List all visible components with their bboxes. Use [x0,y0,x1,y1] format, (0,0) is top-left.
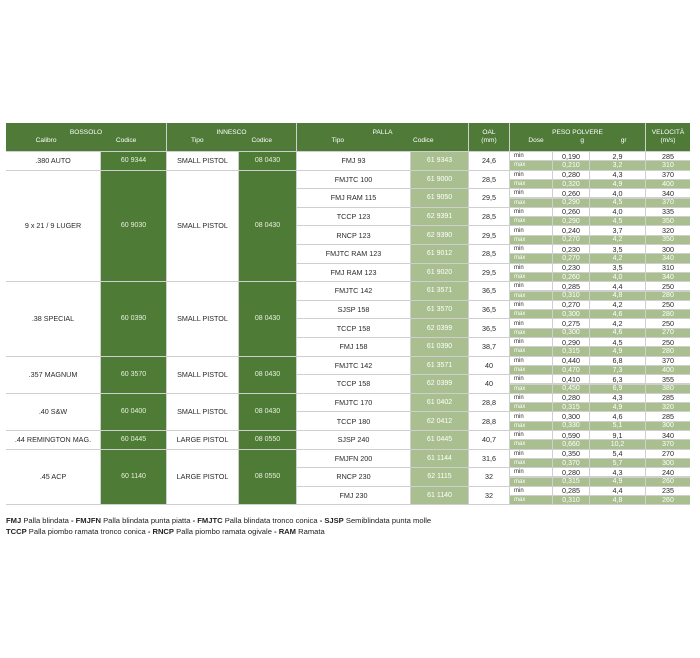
oal-cell: 40 [469,375,509,393]
header-peso-polvere-sub: g [580,137,585,144]
oal-cell: 28,5 [469,208,509,226]
bullet-code-cell: 61 9012 [411,245,468,263]
grams-min-cell: 0,230 [553,245,589,253]
grams-min-cell: 0,350 [553,450,589,458]
legend-desc: Semiblindata punta molle [345,516,432,525]
calibro-cell: .380 AUTO [6,152,100,170]
dose-max-cell: max [510,161,552,169]
grams-min-cell: 0,240 [553,226,589,234]
grains-max-cell: 7,3 [590,366,645,374]
grams-max-cell: 0,330 [553,422,589,430]
primer-type-cell: SMALL PISTOL [167,171,238,282]
primer-type-cell: SMALL PISTOL [167,357,238,393]
dose-max-cell: max [510,403,552,411]
grains-min-cell: 3,5 [590,264,645,272]
grams-max-cell: 0,300 [553,310,589,318]
legend-separator: - [190,516,198,525]
grains-min-cell: 4,2 [590,301,645,309]
velocity-max-cell: 260 [646,496,690,504]
primer-type-cell: SMALL PISTOL [167,394,238,430]
primer-code-cell: 08 0550 [239,450,296,505]
primer-code-cell: 08 0430 [239,282,296,355]
legend-abbr: FMJTC [197,516,223,525]
dose-max-cell: max [510,217,552,225]
grains-max-cell: 4,2 [590,236,645,244]
dose-max-cell: max [510,459,552,467]
grams-min-cell: 0,260 [553,189,589,197]
legend-desc: Palla piombo ramata tronco conica [28,527,146,536]
bossolo-code-cell: 60 0445 [101,431,166,449]
grams-max-cell: 0,270 [553,254,589,262]
calibro-cell: .40 S&W [6,394,100,430]
grains-max-cell: 4,2 [590,254,645,262]
grains-min-cell: 6,3 [590,375,645,383]
velocity-max-cell: 350 [646,217,690,225]
grams-min-cell: 0,190 [553,152,589,160]
bullet-cell: FMJTC 142 [297,282,410,300]
grains-min-cell: 4,4 [590,282,645,290]
header-palla-sub: Codice [413,137,434,144]
grams-max-cell: 0,270 [553,236,589,244]
grains-max-cell: 5,1 [590,422,645,430]
bullet-cell: SJSP 158 [297,301,410,319]
velocity-min-cell: 250 [646,319,690,327]
grains-max-cell: 4,8 [590,496,645,504]
dose-max-cell: max [510,496,552,504]
bullet-code-cell: 61 9000 [411,171,468,189]
bullet-cell: FMJTC 142 [297,357,410,375]
oal-cell: 28,5 [469,171,509,189]
grains-min-cell: 4,3 [590,394,645,402]
dose-max-cell: max [510,478,552,486]
calibro-cell: .45 ACP [6,450,100,505]
velocity-min-cell: 235 [646,487,690,495]
dose-min-cell: min [510,431,552,439]
grams-max-cell: 0,300 [553,329,589,337]
velocity-max-cell: 380 [646,385,690,393]
grains-min-cell: 4,5 [590,338,645,346]
bullet-code-cell: 61 9050 [411,189,468,207]
dose-min-cell: min [510,450,552,458]
header-bossolo-sub: Calibro [35,137,57,144]
grains-max-cell: 10,2 [590,440,645,448]
dose-max-cell: max [510,199,552,207]
grams-min-cell: 0,280 [553,394,589,402]
velocity-max-cell: 300 [646,459,690,467]
legend-abbr: RAM [278,527,296,536]
calibro-cell: .357 MAGNUM [6,357,100,393]
oal-cell: 29,5 [469,189,509,207]
header-palla-sub: Tipo [331,137,345,144]
velocity-min-cell: 300 [646,245,690,253]
dose-max-cell: max [510,310,552,318]
bullet-code-cell: 62 0412 [411,412,468,430]
velocity-min-cell: 320 [646,226,690,234]
legend-abbr: SJSP [324,516,344,525]
bullet-cell: FMJTC RAM 123 [297,245,410,263]
dose-min-cell: min [510,301,552,309]
velocity-min-cell: 340 [646,189,690,197]
grams-max-cell: 0,310 [553,292,589,300]
header-innesco-sub: Tipo [190,137,204,144]
dose-max-cell: max [510,385,552,393]
dose-max-cell: max [510,366,552,374]
velocity-max-cell: 370 [646,199,690,207]
dose-min-cell: min [510,226,552,234]
velocity-max-cell: 400 [646,180,690,188]
header-velocita-sub: (m/s) [660,137,676,144]
dose-min-cell: min [510,468,552,476]
grams-min-cell: 0,270 [553,301,589,309]
oal-cell: 28,5 [469,245,509,263]
header-velocita-title: VELOCITÀ [651,129,685,136]
grams-max-cell: 0,315 [553,403,589,411]
bullet-code-cell: 61 1140 [411,487,468,505]
bullet-cell: TCCP 123 [297,208,410,226]
legend-separator: - [317,516,325,525]
primer-type-cell: LARGE PISTOL [167,450,238,505]
grams-min-cell: 0,285 [553,487,589,495]
grains-min-cell: 4,2 [590,319,645,327]
legend-separator: - [68,516,76,525]
bossolo-code-cell: 60 9030 [101,171,166,282]
oal-cell: 29,5 [469,264,509,282]
oal-cell: 38,7 [469,338,509,356]
legend-line2 [6,526,696,537]
grains-min-cell: 3,7 [590,226,645,234]
grams-max-cell: 0,660 [553,440,589,448]
header-oal [469,123,509,151]
oal-cell: 28,8 [469,412,509,430]
bullet-code-cell: 61 9343 [411,152,468,170]
abbreviation-legend [6,515,696,537]
oal-cell: 40,7 [469,431,509,449]
primer-type-cell: SMALL PISTOL [167,152,238,170]
grams-min-cell: 0,260 [553,208,589,216]
calibro-cell: .44 REMINGTON MAG. [6,431,100,449]
grains-min-cell: 5,4 [590,450,645,458]
dose-min-cell: min [510,189,552,197]
bullet-code-cell: 61 9020 [411,264,468,282]
grains-min-cell: 4,0 [590,208,645,216]
grams-min-cell: 0,280 [553,171,589,179]
bullet-cell: TCCP 180 [297,412,410,430]
legend-separator: - [145,527,153,536]
grams-max-cell: 0,315 [553,347,589,355]
dose-min-cell: min [510,412,552,420]
grains-max-cell: 5,7 [590,459,645,467]
grains-max-cell: 4,9 [590,478,645,486]
dose-min-cell: min [510,245,552,253]
bullet-code-cell: 62 1115 [411,468,468,486]
primer-code-cell: 08 0550 [239,431,296,449]
dose-min-cell: min [510,264,552,272]
grains-min-cell: 4,3 [590,468,645,476]
bullet-code-cell: 61 0390 [411,338,468,356]
oal-cell: 36,5 [469,319,509,337]
grains-min-cell: 4,3 [590,171,645,179]
bullet-code-cell: 62 9390 [411,226,468,244]
grains-min-cell: 6,8 [590,357,645,365]
grams-min-cell: 0,300 [553,412,589,420]
legend-desc: Palla piombo ramata ogivale [176,527,272,536]
grains-max-cell: 4,9 [590,180,645,188]
grams-max-cell: 0,310 [553,496,589,504]
oal-cell: 29,5 [469,226,509,244]
grains-min-cell: 4,6 [590,412,645,420]
velocity-min-cell: 285 [646,412,690,420]
bullet-cell: FMJTC 170 [297,394,410,412]
primer-code-cell: 08 0430 [239,171,296,282]
bullet-cell: FMJFN 200 [297,450,410,468]
header-peso-polvere [510,123,645,151]
header-oal-sub: (mm) [481,137,497,144]
bullet-cell: FMJ RAM 123 [297,264,410,282]
bossolo-code-cell: 60 0400 [101,394,166,430]
legend-line1 [6,515,696,526]
oal-cell: 28,8 [469,394,509,412]
velocity-max-cell: 400 [646,366,690,374]
legend-desc: Palla blindata [23,516,69,525]
dose-min-cell: min [510,375,552,383]
velocity-min-cell: 370 [646,357,690,365]
grains-max-cell: 6,9 [590,385,645,393]
dose-min-cell: min [510,152,552,160]
velocity-max-cell: 280 [646,347,690,355]
velocity-min-cell: 270 [646,450,690,458]
grams-min-cell: 0,285 [553,282,589,290]
dose-max-cell: max [510,254,552,262]
velocity-max-cell: 260 [646,478,690,486]
grains-max-cell: 3,2 [590,161,645,169]
grams-min-cell: 0,590 [553,431,589,439]
header-innesco [167,123,296,151]
dose-max-cell: max [510,292,552,300]
dose-max-cell: max [510,180,552,188]
grains-min-cell: 9,1 [590,431,645,439]
bullet-cell: SJSP 240 [297,431,410,449]
velocity-min-cell: 285 [646,394,690,402]
grams-max-cell: 0,450 [553,385,589,393]
grams-min-cell: 0,275 [553,319,589,327]
grains-max-cell: 4,9 [590,347,645,355]
grains-min-cell: 2,9 [590,152,645,160]
legend-desc: Ramata [298,527,325,536]
dose-max-cell: max [510,273,552,281]
oal-cell: 32 [469,487,509,505]
velocity-max-cell: 300 [646,422,690,430]
bullet-code-cell: 62 9391 [411,208,468,226]
header-palla [297,123,468,151]
grams-min-cell: 0,290 [553,338,589,346]
grams-min-cell: 0,280 [553,468,589,476]
bullet-code-cell: 61 0445 [411,431,468,449]
legend-abbr: RNCP [152,527,174,536]
calibro-cell: 9 x 21 / 9 LUGER [6,171,100,282]
dose-min-cell: min [510,338,552,346]
header-velocita [646,123,690,151]
bullet-cell: TCCP 158 [297,375,410,393]
oal-cell: 31,6 [469,450,509,468]
oal-cell: 36,5 [469,282,509,300]
velocity-min-cell: 335 [646,208,690,216]
bullet-code-cell: 62 0399 [411,375,468,393]
dose-max-cell: max [510,236,552,244]
bullet-cell: FMJ 158 [297,338,410,356]
grains-min-cell: 3,5 [590,245,645,253]
velocity-max-cell: 270 [646,329,690,337]
ammo-load-table [6,123,690,505]
grains-min-cell: 4,4 [590,487,645,495]
bullet-code-cell: 61 3571 [411,282,468,300]
primer-code-cell: 08 0430 [239,357,296,393]
grains-max-cell: 4,8 [590,292,645,300]
velocity-max-cell: 350 [646,236,690,244]
dose-max-cell: max [510,422,552,430]
header-innesco-sub: Codice [251,137,273,144]
grains-max-cell: 4,6 [590,329,645,337]
velocity-min-cell: 250 [646,338,690,346]
velocity-min-cell: 370 [646,171,690,179]
velocity-max-cell: 310 [646,161,690,169]
dose-min-cell: min [510,487,552,495]
oal-cell: 40 [469,357,509,375]
bossolo-code-cell: 60 0390 [101,282,166,355]
bullet-cell: TCCP 158 [297,319,410,337]
legend-abbr: FMJFN [75,516,101,525]
grams-max-cell: 0,290 [553,199,589,207]
dose-min-cell: min [510,282,552,290]
dose-min-cell: min [510,208,552,216]
legend-abbr: FMJ [6,516,22,525]
velocity-min-cell: 250 [646,282,690,290]
bullet-code-cell: 61 3571 [411,357,468,375]
bullet-code-cell: 62 0399 [411,319,468,337]
velocity-min-cell: 285 [646,152,690,160]
header-bossolo [6,123,166,151]
bullet-cell: FMJ 93 [297,152,410,170]
header-peso-polvere-sub: gr [620,137,627,144]
grains-min-cell: 4,0 [590,189,645,197]
primer-code-cell: 08 0430 [239,394,296,430]
grams-min-cell: 0,230 [553,264,589,272]
dose-min-cell: min [510,171,552,179]
dose-min-cell: min [510,394,552,402]
bullet-cell: RNCP 230 [297,468,410,486]
legend-separator: - [271,527,279,536]
velocity-min-cell: 355 [646,375,690,383]
bullet-code-cell: 61 0402 [411,394,468,412]
velocity-max-cell: 320 [646,403,690,411]
velocity-min-cell: 340 [646,431,690,439]
grains-max-cell: 4,9 [590,403,645,411]
grams-min-cell: 0,410 [553,375,589,383]
velocity-max-cell: 370 [646,440,690,448]
bullet-cell: FMJ RAM 115 [297,189,410,207]
header-peso-polvere-sub: Dose [528,137,544,144]
header-bossolo-sub: Codice [115,137,137,144]
header-bossolo-title: BOSSOLO [69,129,103,136]
bullet-cell: RNCP 123 [297,226,410,244]
velocity-min-cell: 240 [646,468,690,476]
grains-max-cell: 4,5 [590,217,645,225]
velocity-min-cell: 250 [646,301,690,309]
grams-max-cell: 0,290 [553,217,589,225]
legend-abbr: TCCP [6,527,27,536]
grains-max-cell: 4,0 [590,273,645,281]
grams-max-cell: 0,320 [553,180,589,188]
dose-max-cell: max [510,347,552,355]
oal-cell: 36,5 [469,301,509,319]
bullet-cell: FMJTC 100 [297,171,410,189]
grams-max-cell: 0,260 [553,273,589,281]
velocity-max-cell: 280 [646,292,690,300]
calibro-cell: .38 SPECIAL [6,282,100,355]
bullet-cell: FMJ 230 [297,487,410,505]
velocity-max-cell: 280 [646,310,690,318]
primer-type-cell: LARGE PISTOL [167,431,238,449]
header-peso-polvere-title: PESO POLVERE [552,129,603,136]
grains-max-cell: 4,6 [590,310,645,318]
bullet-code-cell: 61 3570 [411,301,468,319]
grams-max-cell: 0,315 [553,478,589,486]
bossolo-code-cell: 60 1140 [101,450,166,505]
bossolo-code-cell: 60 3570 [101,357,166,393]
grams-max-cell: 0,210 [553,161,589,169]
dose-max-cell: max [510,440,552,448]
primer-code-cell: 08 0430 [239,152,296,170]
grams-min-cell: 0,440 [553,357,589,365]
primer-type-cell: SMALL PISTOL [167,282,238,355]
bossolo-code-cell: 60 9344 [101,152,166,170]
legend-desc: Palla blindata punta piatta [103,516,191,525]
oal-cell: 32 [469,468,509,486]
header-oal-title: OAL [482,129,496,136]
velocity-max-cell: 340 [646,273,690,281]
oal-cell: 24,6 [469,152,509,170]
grams-max-cell: 0,470 [553,366,589,374]
dose-max-cell: max [510,329,552,337]
velocity-max-cell: 340 [646,254,690,262]
legend-desc: Palla blindata tronco conica [224,516,318,525]
grams-max-cell: 0,370 [553,459,589,467]
velocity-min-cell: 310 [646,264,690,272]
header-palla-title: PALLA [372,129,393,136]
grains-max-cell: 4,5 [590,199,645,207]
dose-min-cell: min [510,319,552,327]
bullet-code-cell: 61 1144 [411,450,468,468]
dose-min-cell: min [510,357,552,365]
header-innesco-title: INNESCO [216,129,247,136]
